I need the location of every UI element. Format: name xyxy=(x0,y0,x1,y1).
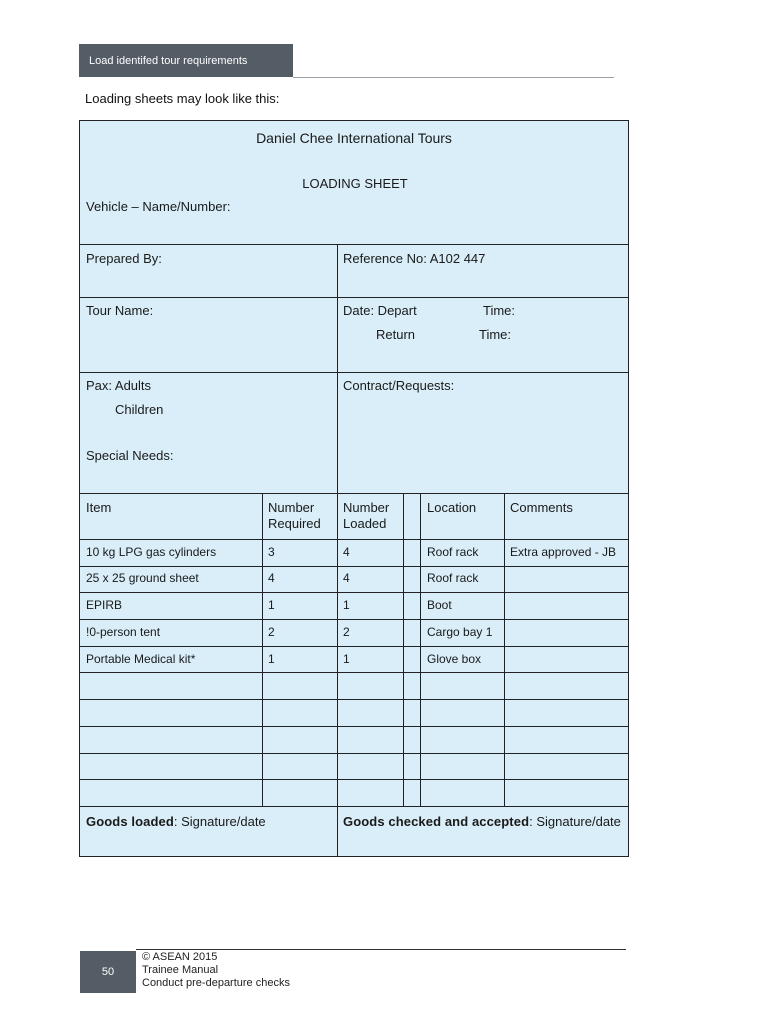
pax-adults-label: Pax: Adults xyxy=(86,378,152,393)
divider xyxy=(80,372,628,373)
goods-checked-signature: Goods checked and accepted: Signature/date xyxy=(343,814,621,829)
section-header-tab xyxy=(79,44,293,77)
divider xyxy=(80,646,628,647)
reference-number: Reference No: A102 447 xyxy=(343,251,486,266)
divider xyxy=(504,493,505,806)
page-number: 50 xyxy=(101,966,115,978)
table-cell-loaded: 2 xyxy=(343,625,350,639)
table-cell-location: Boot xyxy=(427,598,452,612)
divider xyxy=(80,539,628,540)
table-cell-location: Roof rack xyxy=(427,571,479,585)
page-number-box xyxy=(80,951,136,993)
column-header-comments: Comments xyxy=(510,500,573,515)
vehicle-label: Vehicle – Name/Number: xyxy=(86,199,231,214)
footer-copyright: © ASEAN 2015 xyxy=(142,951,218,963)
table-cell-location: Cargo bay 1 xyxy=(427,625,493,639)
table-cell-location: Roof rack xyxy=(427,545,479,559)
divider xyxy=(80,566,628,567)
column-header-location: Location xyxy=(427,500,477,515)
table-cell-loaded: 1 xyxy=(343,598,350,612)
loading-sheet-form xyxy=(79,120,629,857)
footer-manual-title: Trainee Manual xyxy=(142,964,219,976)
footer-divider xyxy=(136,949,626,950)
divider xyxy=(80,699,628,700)
sheet-title: LOADING SHEET xyxy=(302,176,408,191)
depart-date-label: Date: Depart xyxy=(343,303,417,318)
divider xyxy=(420,493,421,806)
return-date-label: Return xyxy=(376,327,416,342)
return-time-label: Time: xyxy=(479,327,512,342)
table-cell-required: 2 xyxy=(268,625,275,639)
table-cell-required: 1 xyxy=(268,598,275,612)
footer-unit-title: Conduct pre-departure checks xyxy=(142,977,290,989)
table-cell-location: Glove box xyxy=(427,652,482,666)
divider xyxy=(80,592,628,593)
tour-name-label: Tour Name: xyxy=(86,303,154,318)
divider xyxy=(80,493,628,494)
table-cell-item: EPIRB xyxy=(86,598,123,612)
intro-text: Loading sheets may look like this: xyxy=(85,91,280,106)
table-cell-item: 25 x 25 ground sheet xyxy=(86,571,199,585)
column-header-item: Item xyxy=(86,500,112,515)
divider xyxy=(403,493,404,806)
section-title: Load identifed tour requirements xyxy=(89,54,248,67)
table-cell-comments: Extra approved - JB xyxy=(510,545,617,559)
divider xyxy=(80,619,628,620)
divider xyxy=(80,726,628,727)
table-cell-item: Portable Medical kit* xyxy=(86,652,196,666)
table-cell-required: 4 xyxy=(268,571,275,585)
divider xyxy=(80,753,628,754)
divider xyxy=(337,493,338,856)
divider xyxy=(80,779,628,780)
table-cell-item: 10 kg LPG gas cylinders xyxy=(86,545,217,559)
contract-requests-label: Contract/Requests: xyxy=(343,378,455,393)
table-cell-item: !0-person tent xyxy=(86,625,161,639)
header-divider xyxy=(293,77,614,78)
divider xyxy=(80,806,628,807)
divider xyxy=(80,672,628,673)
column-header-loaded: Number Loaded xyxy=(343,500,390,531)
depart-time-label: Time: xyxy=(483,303,516,318)
table-cell-loaded: 1 xyxy=(343,652,350,666)
divider xyxy=(80,244,628,245)
table-cell-loaded: 4 xyxy=(343,571,350,585)
table-cell-required: 1 xyxy=(268,652,275,666)
company-name: Daniel Chee International Tours xyxy=(256,130,452,146)
pax-children-label: Children xyxy=(115,402,164,417)
divider xyxy=(262,493,263,806)
special-needs-label: Special Needs: xyxy=(86,448,174,463)
table-cell-required: 3 xyxy=(268,545,275,559)
prepared-by-label: Prepared By: xyxy=(86,251,162,266)
goods-loaded-signature: Goods loaded: Signature/date xyxy=(86,814,266,829)
divider xyxy=(337,244,338,493)
divider xyxy=(80,297,628,298)
table-cell-loaded: 4 xyxy=(343,545,350,559)
column-header-required: Number Required xyxy=(268,500,321,531)
